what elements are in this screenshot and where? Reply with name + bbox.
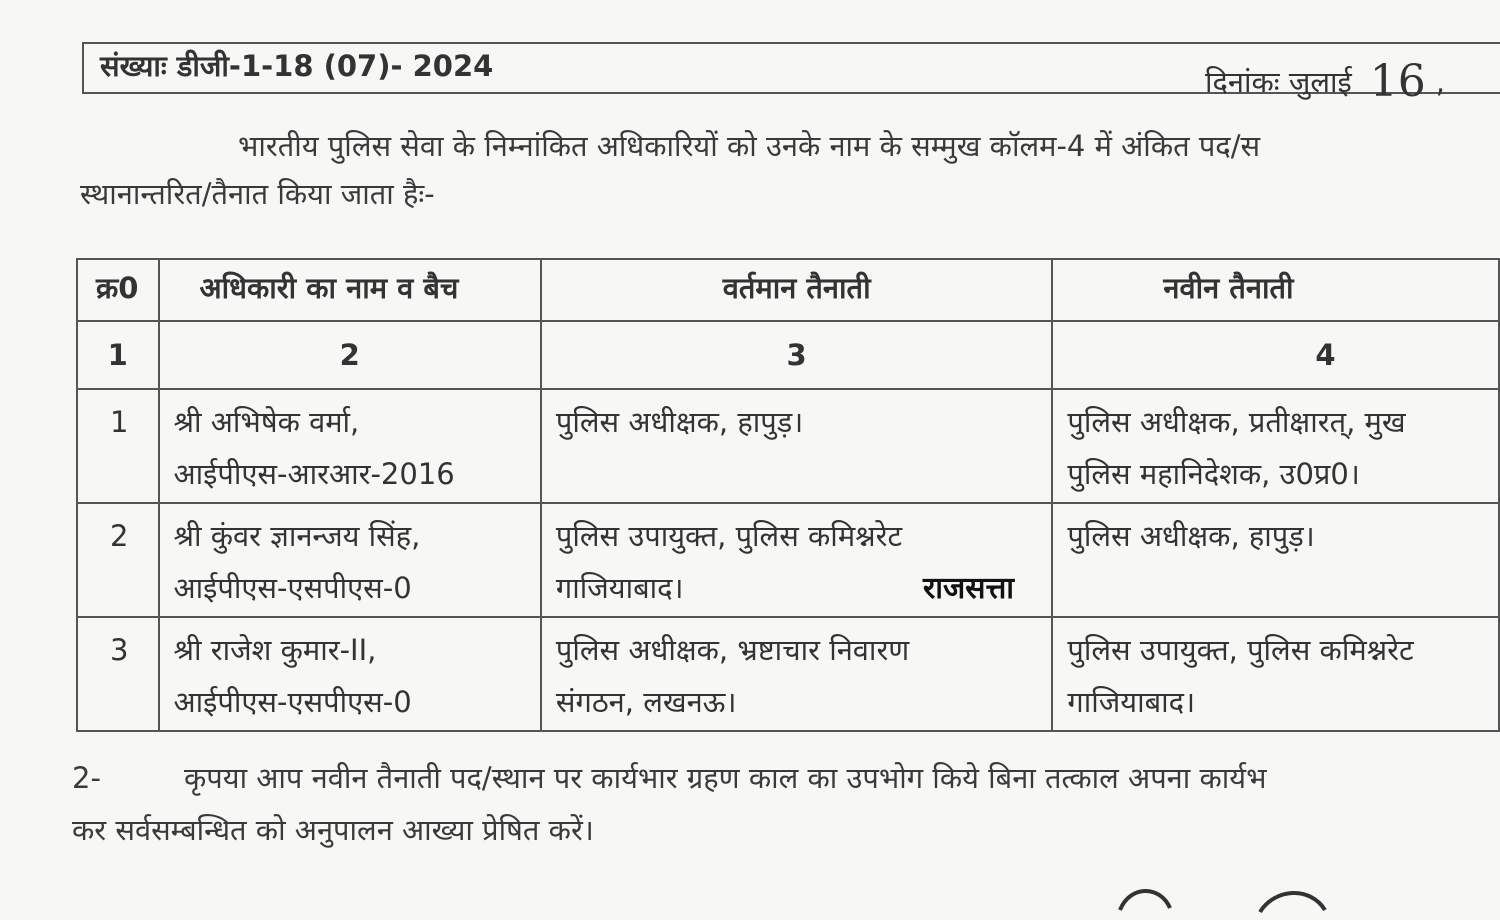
instruction-paragraph	[72, 752, 1500, 856]
column-number: 4	[1052, 321, 1499, 389]
header-new-posting: नवीन तैनाती	[1052, 259, 1499, 321]
officer-batch: आईपीएस-एसपीएस-0	[173, 571, 412, 605]
officer-cell	[159, 389, 541, 503]
current-posting-cell	[541, 617, 1053, 731]
new-posting-cell	[1052, 503, 1499, 617]
instruction-text: कृपया आप नवीन तैनाती पद/स्थान पर कार्यभार ग्रहण काल का उपभोग किये बिना तत्काल अपना कार्यभ	[184, 761, 1267, 795]
officer-name: श्री अभिषेक वर्मा,	[173, 405, 360, 439]
intro-line-1: भारतीय पुलिस सेवा के निम्नांकित अधिकारियों को उनके नाम के सम्मुख कॉलम-4 में अंकित पद/स	[238, 129, 1261, 163]
officer-batch: आईपीएस-एसपीएस-0	[173, 685, 412, 719]
officer-cell	[159, 617, 541, 731]
serial-cell: 2	[77, 503, 159, 617]
column-number: 3	[541, 321, 1053, 389]
column-number-row	[77, 321, 1499, 389]
officer-name: श्री राजेश कुमार-II,	[173, 633, 377, 667]
column-number: 1	[77, 321, 159, 389]
new-posting-line: गाजियाबाद।	[1067, 685, 1196, 719]
officer-cell	[159, 503, 541, 617]
current-posting-line: संगठन, लखनऊ।	[555, 685, 737, 719]
table-row	[77, 617, 1499, 731]
serial-cell: 3	[77, 617, 159, 731]
serial-cell: 1	[77, 389, 159, 503]
new-posting-line: पुलिस अधीक्षक, हापुड़।	[1067, 519, 1315, 553]
instruction-line-2: कर सर्वसम्बन्धित को अनुपालन आख्या प्रेषित करें।	[72, 813, 594, 847]
header-officer-name: अधिकारी का नाम व बैच	[159, 259, 541, 321]
new-posting-cell	[1052, 389, 1499, 503]
transfer-table	[76, 258, 1500, 732]
new-posting-line: पुलिस अधीक्षक, प्रतीक्षारत्, मुख	[1067, 405, 1406, 439]
officer-batch: आईपीएस-आरआर-2016	[173, 457, 455, 491]
current-posting-line: पुलिस अधीक्षक, हापुड़।	[555, 405, 804, 439]
watermark-text: राजसत्ता	[923, 571, 1015, 606]
current-posting-line: गाजियाबाद।	[555, 571, 684, 605]
new-posting-line: पुलिस महानिदेशक, उ0प्र0।	[1067, 457, 1360, 491]
header-serial: क्र0	[77, 259, 159, 321]
table-row	[77, 389, 1499, 503]
new-posting-cell	[1052, 617, 1499, 731]
order-date	[1205, 52, 1446, 107]
instruction-line-1	[72, 752, 1500, 804]
current-posting-line: पुलिस उपायुक्त, पुलिस कमिश्नरेट	[555, 519, 903, 553]
current-posting-line: पुलिस अधीक्षक, भ्रष्टाचार निवारण	[555, 633, 910, 667]
date-label: दिनांकः जुलाई	[1205, 65, 1352, 99]
intro-paragraph	[80, 122, 1500, 218]
reference-number: संख्याः डीजी-1-18 (07)- 2024	[100, 49, 494, 83]
signature-mark	[1110, 880, 1370, 920]
table-header-row	[77, 259, 1499, 321]
intro-line-2: स्थानान्तरित/तैनात किया जाता हैः-	[80, 177, 435, 211]
date-day-handwritten: 16	[1369, 56, 1426, 107]
new-posting-line: पुलिस उपायुक्त, पुलिस कमिश्नरेट	[1067, 633, 1414, 667]
date-tail: ,	[1435, 65, 1446, 99]
table-row	[77, 503, 1499, 617]
header-current-posting: वर्तमान तैनाती	[541, 259, 1053, 321]
column-number: 2	[159, 321, 541, 389]
paragraph-number: 2-	[72, 761, 101, 795]
officer-name: श्री कुंवर ज्ञानन्जय सिंह,	[173, 519, 421, 553]
current-posting-cell	[541, 389, 1053, 503]
